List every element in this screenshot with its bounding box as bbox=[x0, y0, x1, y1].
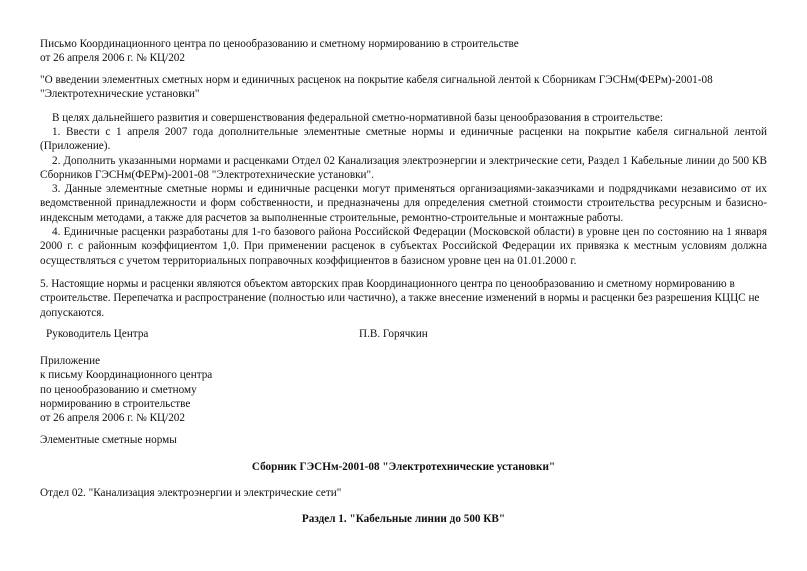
appendix-line-5: от 26 апреля 2006 г. № КЦ/202 bbox=[40, 412, 185, 425]
appendix-line-1: Приложение bbox=[40, 355, 101, 367]
letter-header-date: от 26 апреля 2006 г. № КЦ/202 bbox=[40, 52, 185, 65]
appendix-label: Элементные сметные нормы bbox=[40, 434, 177, 446]
letter-subject-line-1: "О введении элементных сметных норм и единичных расценок на покрытие кабеля сигнальной лентой к Сборникам ГЭСНм(ФЕРм)-2001-08 bbox=[40, 74, 713, 86]
list-item-5: 5. Настоящие нормы и расценки являются объектом авторских прав Координационного центра по ценообразованию и сметному нормированию в строительстве. Перепечатка и распространение (полностью или частично), а также внесение изменений в нормы и расценки без разрешения КЦЦС не допускаются. bbox=[40, 278, 760, 319]
appendix-line-2: к письму Координационного центра bbox=[40, 369, 213, 382]
department-title: Отдел 02. "Канализация электроэнергии и электрические сети" bbox=[40, 487, 342, 499]
letter-subject-line-2: "Электротехнические установки" bbox=[40, 88, 200, 101]
letter-subject bbox=[40, 73, 767, 102]
intro-paragraph: В целях дальнейшего развития и совершенствования федеральной сметно-нормативной базы ценообразования в строительстве: bbox=[52, 112, 663, 124]
collection-title: Сборник ГЭСНм-2001-08 "Электротехнические установки" bbox=[251, 461, 556, 473]
letter-header bbox=[40, 37, 767, 66]
appendix-line-3: по ценообразованию и сметному bbox=[40, 383, 197, 396]
items-list bbox=[40, 125, 767, 268]
list-item-2: 2. Дополнить указанными нормами и расценками Отдел 02 Канализация электроэнергии и электрические сети, Раздел 1 Кабельные линии до 500 КВ Сборников ГЭСНм(ФЕРм)-2001-08 "Электротехнические установки". bbox=[40, 154, 767, 181]
section-title: Раздел 1. "Кабельные линии до 500 КВ" bbox=[301, 513, 506, 525]
list-item-3: 3. Данные элементные сметные нормы и единичные расценки могут применяться организациями-заказчиками и подрядчиками независимо от их ведомственной принадлежности и форм собственности, и предназначены для определения сметной стоимости строительства ресурсным и базисно-индексным методами, а также для расчетов за выполненные строительные, ремонтно-строительные и монтажные работы. bbox=[40, 183, 767, 224]
list-item-1: 1. Ввести с 1 апреля 2007 года дополнительные элементные сметные нормы и единичные расценки на покрытие кабеля сигнальной лентой (Приложение). bbox=[40, 126, 767, 153]
appendix-line-4: нормированию в строительстве bbox=[40, 397, 191, 410]
appendix-reference bbox=[40, 354, 767, 425]
signature-name: П.В. Горячкин bbox=[359, 328, 428, 340]
list-item-4: 4. Единичные расценки разработаны для 1-го базового района Российской Федерации (Московской области) в уровне цен по состоянию на 1 января 2000 г. с районным коэффициентом 1,0. При применении расценок в субъектах Российской Федерации их привязка к местным условиям должна осуществляться с учетом территориальных поправочных коэффициентов в базисном уровне цен на 01.01.2000 г. bbox=[40, 226, 767, 267]
letter-header-title: Письмо Координационного центра по ценообразованию и сметному нормированию в строительстве bbox=[40, 38, 519, 50]
signature-position: Руководитель Центра bbox=[46, 328, 149, 340]
